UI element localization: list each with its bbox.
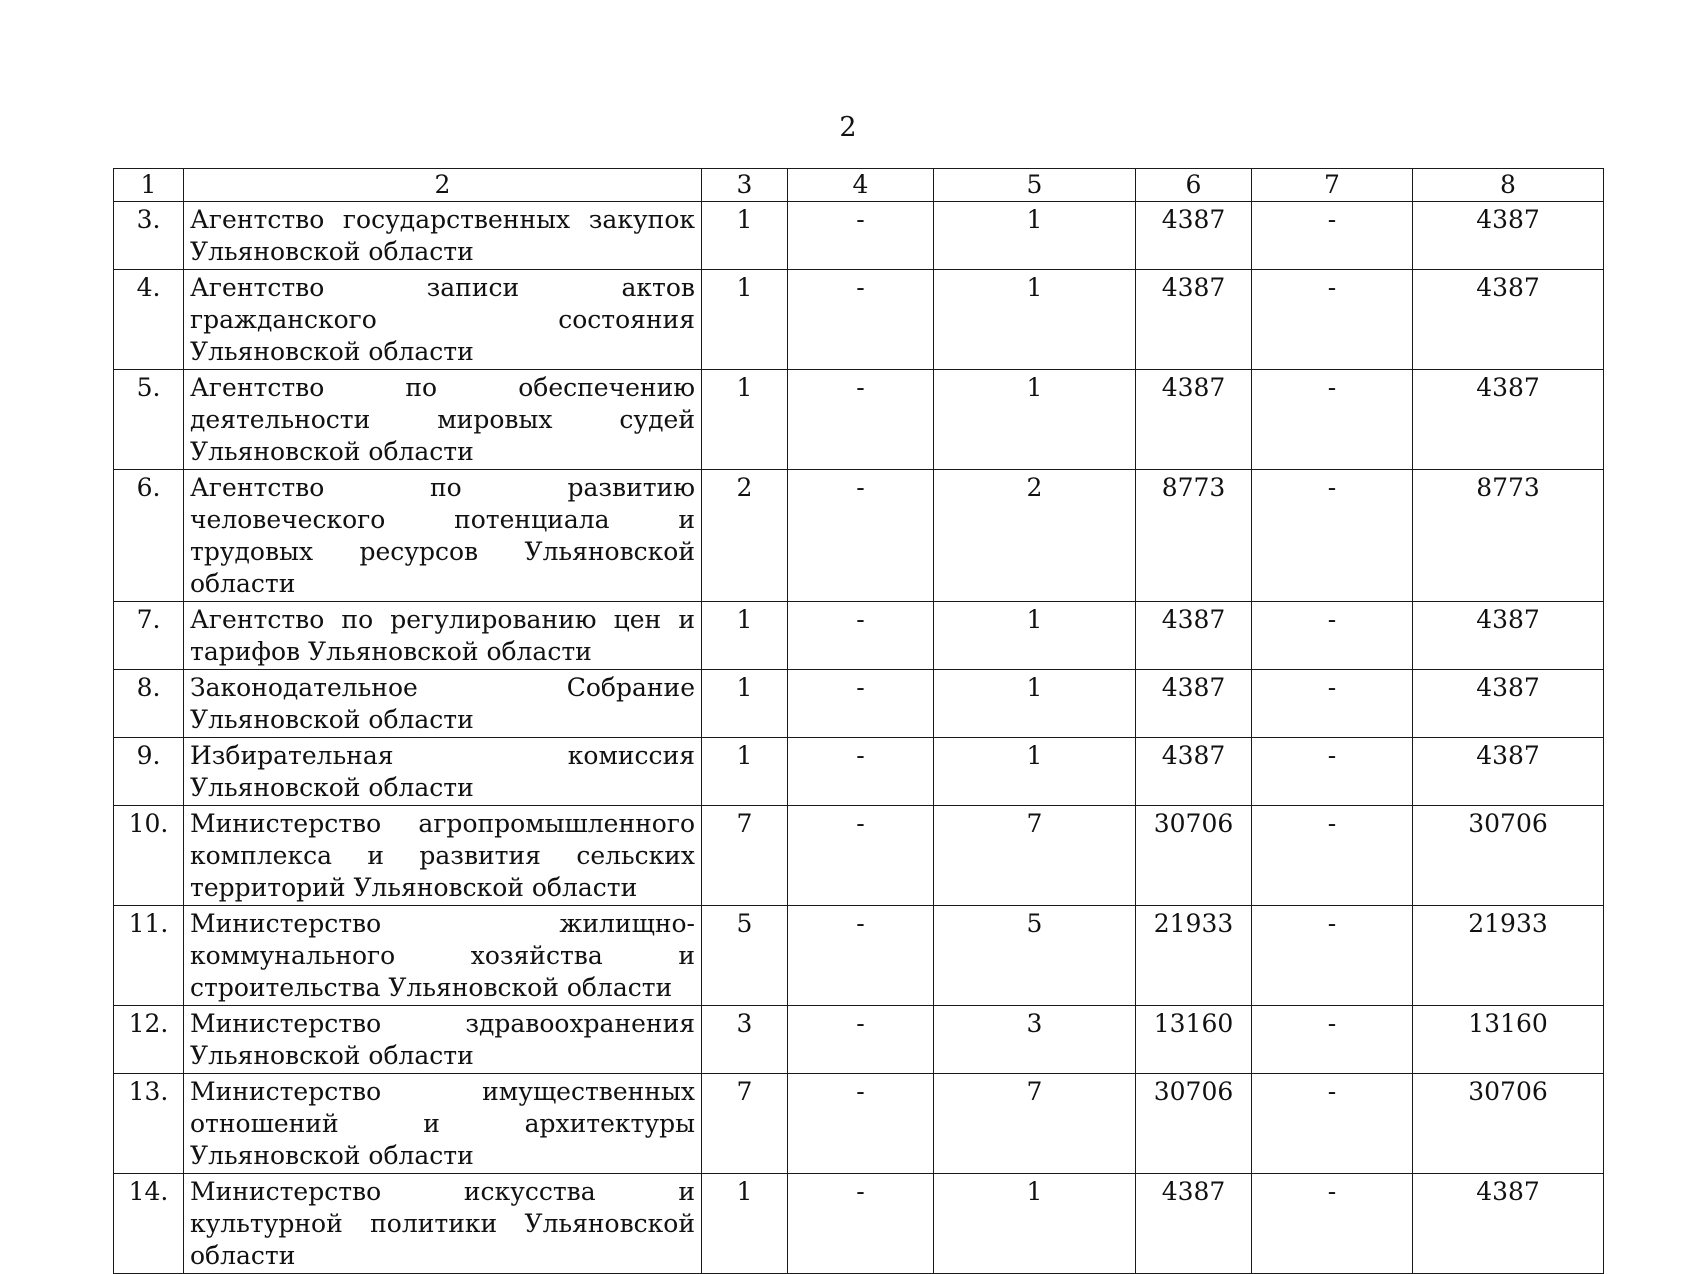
- organization-name-cell: Агентство по обеспечению деятельности мировых судей Ульяновской области: [184, 370, 702, 470]
- col5-cell: 7: [934, 806, 1136, 906]
- row-number-cell: 9.: [114, 738, 184, 806]
- col6-cell: 13160: [1136, 1006, 1252, 1074]
- col8-cell: 30706: [1413, 806, 1604, 906]
- col5-cell: 1: [934, 670, 1136, 738]
- organization-name-cell: Агентство записи актов гражданского состояния Ульяновской области: [184, 270, 702, 370]
- col7-cell: -: [1252, 1074, 1413, 1174]
- col8-cell: 4387: [1413, 370, 1604, 470]
- header-cell-2: 2: [184, 169, 702, 202]
- col5-cell: 1: [934, 370, 1136, 470]
- col8-cell: 4387: [1413, 738, 1604, 806]
- col3-cell: 2: [702, 470, 788, 602]
- col4-cell: -: [788, 806, 934, 906]
- col4-cell: -: [788, 202, 934, 270]
- col6-cell: 4387: [1136, 202, 1252, 270]
- table-row: [114, 270, 1604, 370]
- col6-cell: 4387: [1136, 670, 1252, 738]
- col8-cell: 30706: [1413, 1074, 1604, 1174]
- col3-cell: 7: [702, 1074, 788, 1174]
- table-row: [114, 1174, 1604, 1274]
- col6-cell: 4387: [1136, 1174, 1252, 1274]
- col6-cell: 30706: [1136, 806, 1252, 906]
- header-cell-5: 5: [934, 169, 1136, 202]
- col5-cell: 5: [934, 906, 1136, 1006]
- row-number-cell: 5.: [114, 370, 184, 470]
- col7-cell: -: [1252, 202, 1413, 270]
- organization-name-cell: Избирательная комиссия Ульяновской области: [184, 738, 702, 806]
- col8-cell: 4387: [1413, 270, 1604, 370]
- col7-cell: -: [1252, 270, 1413, 370]
- col7-cell: -: [1252, 738, 1413, 806]
- row-number-cell: 12.: [114, 1006, 184, 1074]
- row-number-cell: 10.: [114, 806, 184, 906]
- row-number-cell: 8.: [114, 670, 184, 738]
- col6-cell: 4387: [1136, 270, 1252, 370]
- col5-cell: 1: [934, 202, 1136, 270]
- col6-cell: 8773: [1136, 470, 1252, 602]
- data-table: [113, 168, 1604, 1274]
- table-row: [114, 202, 1604, 270]
- row-number-cell: 11.: [114, 906, 184, 1006]
- organization-name-cell: Министерство имущественных отношений и архитектуры Ульяновской области: [184, 1074, 702, 1174]
- col4-cell: -: [788, 738, 934, 806]
- organization-name-cell: Министерство здравоохранения Ульяновской области: [184, 1006, 702, 1074]
- col5-cell: 3: [934, 1006, 1136, 1074]
- col5-cell: 7: [934, 1074, 1136, 1174]
- header-cell-7: 7: [1252, 169, 1413, 202]
- organization-name-cell: Министерство жилищно-коммунального хозяйства и строительства Ульяновской области: [184, 906, 702, 1006]
- col3-cell: 1: [702, 602, 788, 670]
- table-row: [114, 370, 1604, 470]
- col5-cell: 2: [934, 470, 1136, 602]
- col5-cell: 1: [934, 738, 1136, 806]
- col7-cell: -: [1252, 670, 1413, 738]
- col7-cell: -: [1252, 370, 1413, 470]
- organization-name-cell: Агентство государственных закупок Ульяновской области: [184, 202, 702, 270]
- col8-cell: 4387: [1413, 670, 1604, 738]
- col8-cell: 8773: [1413, 470, 1604, 602]
- col4-cell: -: [788, 470, 934, 602]
- header-cell-1: 1: [114, 169, 184, 202]
- col4-cell: -: [788, 370, 934, 470]
- table-row: [114, 738, 1604, 806]
- col3-cell: 7: [702, 806, 788, 906]
- row-number-cell: 14.: [114, 1174, 184, 1274]
- col4-cell: -: [788, 1074, 934, 1174]
- col7-cell: -: [1252, 602, 1413, 670]
- col5-cell: 1: [934, 1174, 1136, 1274]
- col6-cell: 4387: [1136, 602, 1252, 670]
- table-row: [114, 670, 1604, 738]
- col7-cell: -: [1252, 806, 1413, 906]
- col3-cell: 1: [702, 270, 788, 370]
- col8-cell: 13160: [1413, 1006, 1604, 1074]
- col4-cell: -: [788, 670, 934, 738]
- col8-cell: 21933: [1413, 906, 1604, 1006]
- row-number-cell: 13.: [114, 1074, 184, 1174]
- table-row: [114, 806, 1604, 906]
- col4-cell: -: [788, 270, 934, 370]
- col6-cell: 4387: [1136, 738, 1252, 806]
- col6-cell: 4387: [1136, 370, 1252, 470]
- col7-cell: -: [1252, 1006, 1413, 1074]
- header-cell-4: 4: [788, 169, 934, 202]
- col3-cell: 3: [702, 1006, 788, 1074]
- col4-cell: -: [788, 602, 934, 670]
- row-number-cell: 6.: [114, 470, 184, 602]
- col7-cell: -: [1252, 906, 1413, 1006]
- row-number-cell: 4.: [114, 270, 184, 370]
- table-row: [114, 470, 1604, 602]
- col7-cell: -: [1252, 470, 1413, 602]
- header-cell-8: 8: [1413, 169, 1604, 202]
- table-row: [114, 602, 1604, 670]
- organization-name-cell: Агентство по регулированию цен и тарифов Ульяновской области: [184, 602, 702, 670]
- col3-cell: 1: [702, 202, 788, 270]
- organization-name-cell: Агентство по развитию человеческого потенциала и трудовых ресурсов Ульяновской области: [184, 470, 702, 602]
- table-row: [114, 906, 1604, 1006]
- col8-cell: 4387: [1413, 602, 1604, 670]
- table-row: [114, 1074, 1604, 1174]
- page-number: 2: [839, 112, 857, 143]
- organization-name-cell: Министерство агропромышленного комплекса и развития сельских территорий Ульяновской области: [184, 806, 702, 906]
- col4-cell: -: [788, 906, 934, 1006]
- col6-cell: 21933: [1136, 906, 1252, 1006]
- col5-cell: 1: [934, 270, 1136, 370]
- col3-cell: 5: [702, 906, 788, 1006]
- col5-cell: 1: [934, 602, 1136, 670]
- col8-cell: 4387: [1413, 1174, 1604, 1274]
- row-number-cell: 7.: [114, 602, 184, 670]
- row-number-cell: 3.: [114, 202, 184, 270]
- col3-cell: 1: [702, 1174, 788, 1274]
- table-row: [114, 1006, 1604, 1074]
- organization-name-cell: Законодательное Собрание Ульяновской области: [184, 670, 702, 738]
- col4-cell: -: [788, 1174, 934, 1274]
- col4-cell: -: [788, 1006, 934, 1074]
- col3-cell: 1: [702, 738, 788, 806]
- col7-cell: -: [1252, 1174, 1413, 1274]
- organization-name-cell: Министерство искусства и культурной политики Ульяновской области: [184, 1174, 702, 1274]
- header-cell-6: 6: [1136, 169, 1252, 202]
- col3-cell: 1: [702, 370, 788, 470]
- header-cell-3: 3: [702, 169, 788, 202]
- header-row: [114, 169, 1604, 202]
- col6-cell: 30706: [1136, 1074, 1252, 1174]
- col8-cell: 4387: [1413, 202, 1604, 270]
- col3-cell: 1: [702, 670, 788, 738]
